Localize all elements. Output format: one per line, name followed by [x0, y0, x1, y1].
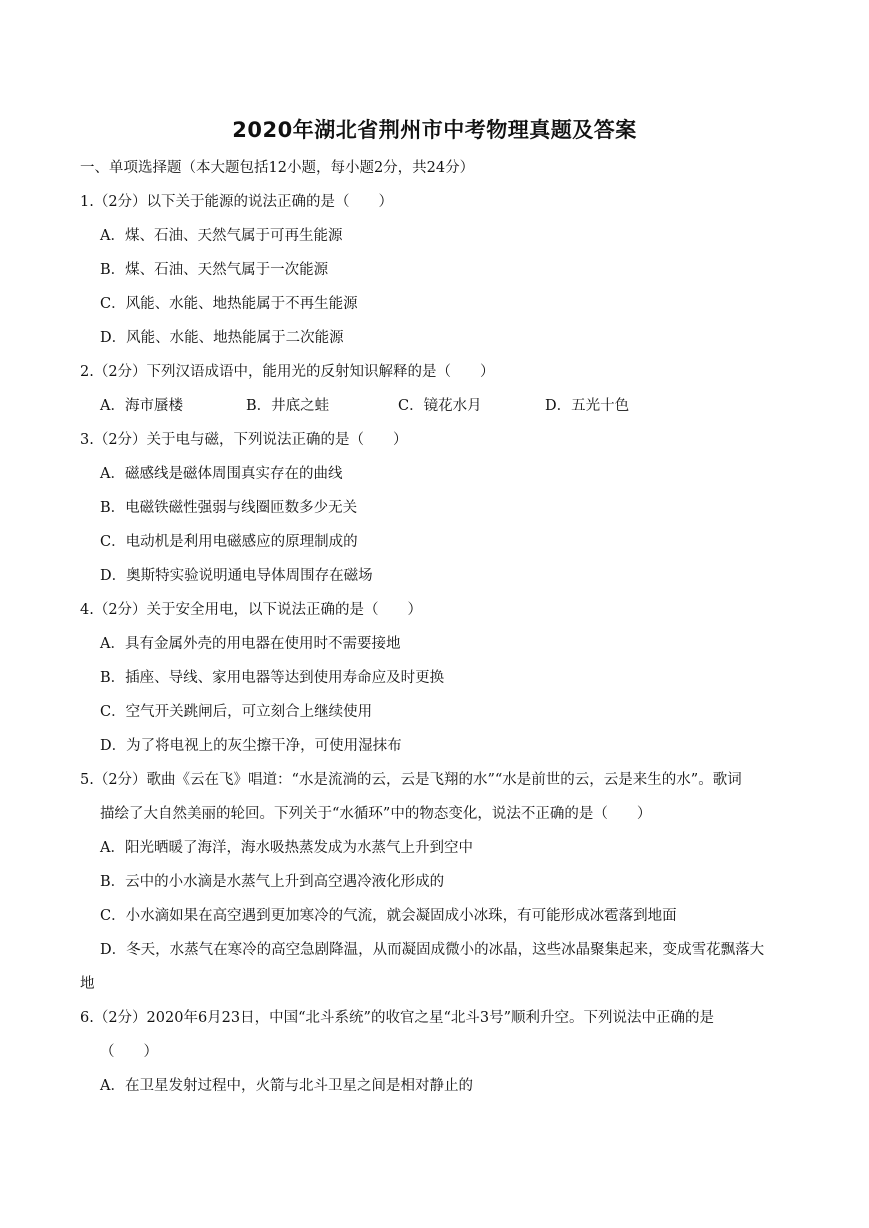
- question-5-option-c: C．小水滴如果在高空遇到更加寒冷的气流，就会凝固成小冰珠，有可能形成冰雹落到地面: [100, 908, 677, 924]
- question-5-stem-line-2: 描绘了大自然美丽的轮回。下列关于“水循环”中的物态变化，说法不正确的是（ ）: [100, 806, 652, 822]
- question-5-option-d-line-1: D．冬天，水蒸气在寒冷的高空急剧降温，从而凝固成微小的冰晶，这些冰晶聚集起来，变成雪花飘落大: [100, 942, 765, 958]
- question-2-option-a: A．海市蜃楼: [100, 398, 183, 414]
- question-3-option-b: B．电磁铁磁性强弱与线圈匝数多少无关: [100, 500, 358, 516]
- question-6-stem-line-1: 6.（2分）2020年6月23日，中国“北斗系统”的收官之星“北斗3号”顺利升空。下列说法中正确的是: [80, 1010, 715, 1026]
- question-2-option-c: C．镜花水月: [398, 398, 482, 414]
- question-1-option-b: B．煤、石油、天然气属于一次能源: [100, 262, 329, 278]
- question-2-option-d: D．五光十色: [545, 398, 630, 414]
- question-4-option-c: C．空气开关跳闸后，可立刻合上继续使用: [100, 704, 373, 720]
- question-4-option-b: B．插座、导线、家用电器等达到使用寿命应及时更换: [100, 670, 445, 686]
- question-5-stem-line-1: 5.（2分）歌曲《云在飞》唱道：“水是流淌的云，云是飞翔的水”“水是前世的云，云是来生的水”。歌词: [80, 772, 742, 788]
- question-3-stem: 3.（2分）关于电与磁，下列说法正确的是（ ）: [80, 432, 408, 448]
- question-1-option-c: C．风能、水能、地热能属于不再生能源: [100, 296, 358, 312]
- question-2-stem: 2.（2分）下列汉语成语中，能用光的反射知识解释的是（ ）: [80, 364, 495, 380]
- question-1-option-d: D．风能、水能、地热能属于二次能源: [100, 330, 344, 346]
- question-4-option-a: A．具有金属外壳的用电器在使用时不需要接地: [100, 636, 401, 652]
- question-3-option-d: D．奥斯特实验说明通电导体周围存在磁场: [100, 568, 373, 584]
- question-4-stem: 4.（2分）关于安全用电，以下说法正确的是（ ）: [80, 602, 423, 618]
- question-6-stem-line-2: （ ）: [100, 1044, 158, 1060]
- question-3-option-c: C．电动机是利用电磁感应的原理制成的: [100, 534, 358, 550]
- question-1-option-a: A．煤、石油、天然气属于可再生能源: [100, 228, 343, 244]
- question-3-option-a: A．磁感线是磁体周围真实存在的曲线: [100, 466, 343, 482]
- question-5-option-d-line-2: 地: [80, 976, 95, 992]
- question-2-option-b: B．井底之蛙: [246, 398, 330, 414]
- question-5-option-a: A．阳光晒暖了海洋，海水吸热蒸发成为水蒸气上升到空中: [100, 840, 473, 856]
- question-4-option-d: D．为了将电视上的灰尘擦干净，可使用湿抹布: [100, 738, 402, 754]
- section-heading: 一、单项选择题（本大题包括12小题，每小题2分，共24分）: [80, 160, 475, 176]
- page-title: 2020年湖北省荆州市中考物理真题及答案: [232, 118, 637, 142]
- question-6-option-a: A．在卫星发射过程中，火箭与北斗卫星之间是相对静止的: [100, 1078, 473, 1094]
- question-1-stem: 1.（2分）以下关于能源的说法正确的是（ ）: [80, 194, 394, 210]
- question-5-option-b: B．云中的小水滴是水蒸气上升到高空遇冷液化形成的: [100, 874, 445, 890]
